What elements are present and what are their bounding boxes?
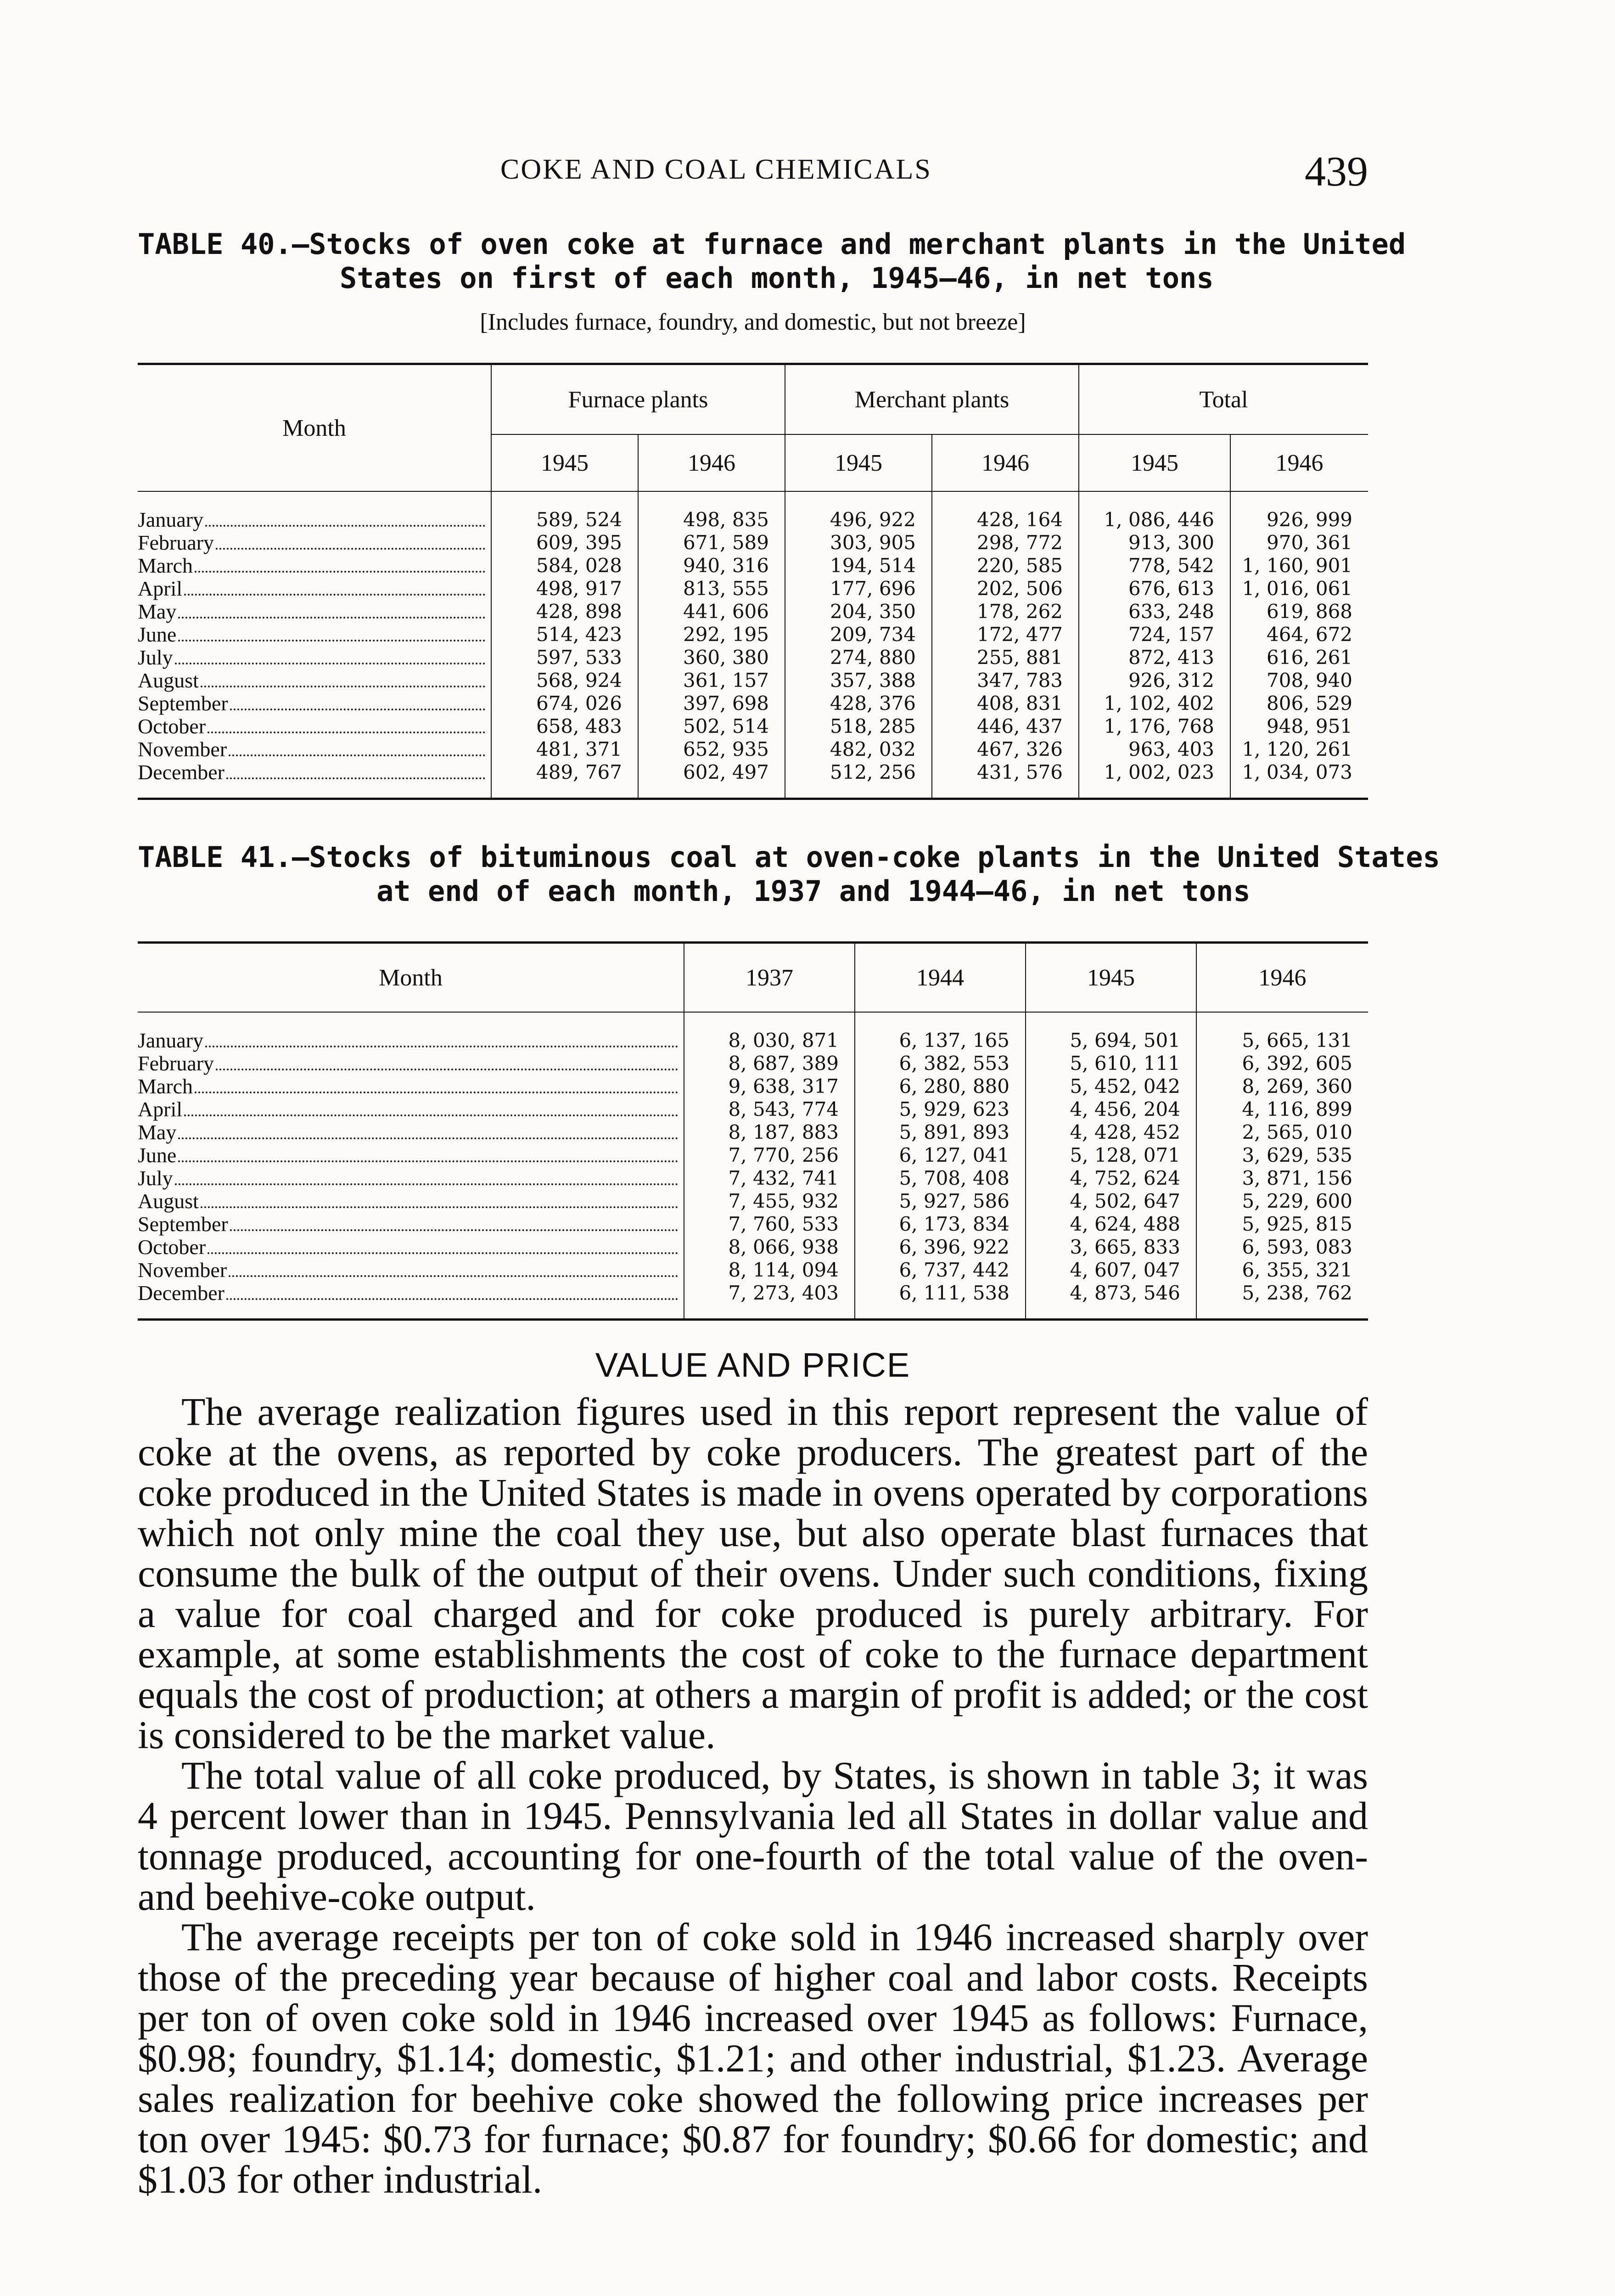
value-cell: 2, 565, 010	[1242, 1121, 1352, 1143]
value-cell: 913, 300	[1079, 531, 1230, 554]
value-cell: 6, 280, 880	[855, 1075, 1026, 1098]
table-row	[138, 646, 1368, 669]
value-cell: 255, 881	[932, 646, 1079, 669]
value-cell: 292, 195	[638, 623, 785, 646]
table40-caption-line1: TABLE 40.—Stocks of oven coke at furnace and merchant plants in the United	[138, 227, 1406, 261]
table-row	[138, 1213, 1368, 1236]
table-row	[138, 1259, 1368, 1282]
page-number: 439	[1305, 148, 1368, 195]
dot-leader	[201, 1206, 678, 1208]
month-label: February	[138, 1052, 214, 1075]
value-cell: 676, 613	[1079, 577, 1230, 600]
value-cell: 8, 543, 774	[684, 1098, 855, 1121]
value-cell: 970, 361	[1267, 531, 1353, 554]
month-cell	[138, 738, 491, 761]
dot-leader	[201, 686, 485, 687]
value-cell: 6, 382, 553	[855, 1052, 1026, 1075]
dot-leader	[178, 617, 485, 619]
dot-leader	[229, 1275, 678, 1277]
value-cell: 347, 783	[932, 669, 1079, 692]
value-cell: 1, 086, 446	[1079, 508, 1230, 531]
value-cell: 502, 514	[638, 715, 785, 738]
value-cell: 872, 413	[1079, 646, 1230, 669]
value-cell: 8, 066, 938	[684, 1236, 855, 1259]
table-row	[138, 623, 1368, 646]
value-cell: 6, 392, 605	[1242, 1052, 1352, 1075]
table40-year-header: 1945	[491, 434, 638, 491]
month-cell	[138, 1190, 684, 1213]
table-row	[138, 577, 1368, 600]
dot-leader	[226, 777, 485, 779]
table40-year-header: 1946	[1230, 434, 1368, 491]
value-cell: 1, 120, 261	[1242, 738, 1353, 760]
dot-leader	[216, 548, 485, 550]
month-label: June	[138, 1143, 177, 1167]
value-cell: 6, 355, 321	[1242, 1259, 1352, 1281]
month-cell	[138, 1098, 684, 1121]
value-cell: 619, 868	[1267, 600, 1353, 623]
value-cell: 3, 629, 535	[1242, 1144, 1352, 1166]
value-cell: 357, 388	[785, 669, 932, 692]
value-cell: 397, 698	[638, 692, 785, 715]
value-cell: 209, 734	[785, 623, 932, 646]
dot-leader	[178, 1137, 678, 1139]
value-cell: 7, 760, 533	[684, 1213, 855, 1236]
value-cell: 948, 951	[1267, 715, 1353, 737]
month-label: October	[138, 715, 206, 738]
month-label: July	[138, 646, 173, 669]
value-cell: 6, 137, 165	[855, 1029, 1026, 1052]
value-cell: 6, 127, 041	[855, 1144, 1026, 1167]
value-cell: 7, 455, 932	[684, 1190, 855, 1213]
month-cell	[138, 531, 491, 554]
value-cell: 7, 273, 403	[684, 1282, 855, 1320]
table-row	[138, 715, 1368, 738]
value-cell: 926, 999	[1267, 508, 1353, 531]
month-cell	[138, 669, 491, 692]
dot-leader	[184, 1114, 678, 1116]
value-cell: 5, 238, 762	[1242, 1282, 1352, 1304]
value-cell: 514, 423	[491, 623, 638, 646]
value-cell: 8, 687, 389	[684, 1052, 855, 1075]
table40-year-header: 1945	[785, 434, 932, 491]
table-row	[138, 1144, 1368, 1167]
month-cell	[138, 1259, 684, 1282]
value-cell: 496, 922	[785, 508, 932, 531]
table-row	[138, 669, 1368, 692]
value-cell: 4, 428, 452	[1026, 1121, 1196, 1144]
value-cell: 5, 452, 042	[1026, 1075, 1196, 1098]
dot-leader	[195, 571, 485, 573]
value-cell: 172, 477	[932, 623, 1079, 646]
value-cell: 568, 924	[491, 669, 638, 692]
table41-year-header: 1945	[1026, 943, 1196, 1013]
value-cell: 303, 905	[785, 531, 932, 554]
dot-leader	[184, 594, 485, 596]
section-heading: VALUE AND PRICE	[595, 1346, 911, 1384]
table-row	[138, 761, 1368, 799]
table-row	[138, 692, 1368, 715]
month-label: February	[138, 531, 214, 554]
value-cell: 1, 016, 061	[1242, 577, 1353, 600]
value-cell: 584, 028	[491, 554, 638, 577]
month-label: May	[138, 1120, 177, 1144]
value-cell: 3, 665, 833	[1026, 1236, 1196, 1259]
table41-year-header: 1937	[684, 943, 855, 1013]
month-label: August	[138, 1189, 199, 1213]
value-cell: 926, 312	[1079, 669, 1230, 692]
value-cell: 806, 529	[1267, 692, 1353, 715]
dot-leader	[229, 754, 485, 756]
value-cell: 3, 871, 156	[1242, 1167, 1352, 1189]
table40-group-merchant: Merchant plants	[785, 364, 1079, 435]
value-cell: 5, 665, 131	[1242, 1029, 1352, 1052]
table41	[138, 941, 1368, 1321]
month-cell	[138, 577, 491, 600]
table-row	[138, 1190, 1368, 1213]
table41-month-header: Month	[138, 943, 684, 1013]
body-paragraph: The average realization figures used in this report represent the value of coke at the ovens, as reported by coke producers. The greatest part of the coke produced in the United States is made in ovens operated by corporations which not only mine the coal they use, but also operate blast furnaces that consume the bulk of the output of their ovens. Under such conditions, fixing a value for coal charged and for coke produced is purely arbitrary. For example, at some establishments the cost of coke to the furnace department equals the cost of production; at others a margin of profit is added; or the cost is considered to be the market value.	[138, 1390, 1368, 1757]
table40	[138, 363, 1368, 800]
value-cell: 7, 432, 741	[684, 1167, 855, 1190]
value-cell: 8, 269, 360	[1242, 1075, 1352, 1097]
value-cell: 220, 585	[932, 554, 1079, 577]
dot-leader	[207, 1252, 678, 1254]
dot-leader	[230, 709, 485, 710]
value-cell: 4, 116, 899	[1242, 1098, 1352, 1120]
table40-year-header: 1945	[1079, 434, 1230, 491]
table40-headnote: [Includes furnace, foundry, and domestic, but not breeze]	[480, 309, 1026, 335]
month-label: April	[138, 1097, 183, 1121]
table-row	[138, 1236, 1368, 1259]
month-cell	[138, 692, 491, 715]
value-cell: 602, 497	[638, 761, 785, 799]
table40-year-header: 1946	[932, 434, 1079, 491]
table40-group-total: Total	[1079, 364, 1368, 435]
table-row	[138, 1052, 1368, 1075]
table40-group-furnace: Furnace plants	[491, 364, 785, 435]
month-cell	[138, 646, 491, 669]
dot-leader	[205, 1046, 678, 1047]
month-cell	[138, 508, 491, 531]
month-label: March	[138, 554, 193, 577]
table-row	[138, 554, 1368, 577]
table-row	[138, 1098, 1368, 1121]
value-cell: 8, 114, 094	[684, 1259, 855, 1282]
table-row	[138, 600, 1368, 623]
month-cell	[138, 1144, 684, 1167]
table-row	[138, 508, 1368, 531]
table40-month-header: Month	[138, 364, 491, 492]
value-cell: 589, 524	[491, 508, 638, 531]
value-cell: 671, 589	[638, 531, 785, 554]
value-cell: 1, 002, 023	[1079, 761, 1230, 799]
value-cell: 431, 576	[932, 761, 1079, 799]
value-cell: 441, 606	[638, 600, 785, 623]
value-cell: 8, 187, 883	[684, 1121, 855, 1144]
value-cell: 498, 917	[491, 577, 638, 600]
table41-caption-line1: TABLE 41.—Stocks of bituminous coal at oven-coke plants in the United States	[138, 840, 1440, 874]
month-label: October	[138, 1235, 206, 1259]
table-row	[138, 531, 1368, 554]
month-label: July	[138, 1166, 173, 1190]
value-cell: 652, 935	[638, 738, 785, 761]
month-label: August	[138, 669, 199, 692]
table-row	[138, 1121, 1368, 1144]
value-cell: 1, 102, 402	[1079, 692, 1230, 715]
value-cell: 4, 502, 647	[1026, 1190, 1196, 1213]
table-row	[138, 1282, 1368, 1320]
value-cell: 6, 396, 922	[855, 1236, 1026, 1259]
table-row	[138, 1167, 1368, 1190]
value-cell: 498, 835	[638, 508, 785, 531]
dot-leader	[207, 732, 485, 733]
value-cell: 5, 929, 623	[855, 1098, 1026, 1121]
month-cell	[138, 554, 491, 577]
value-cell: 1, 034, 073	[1242, 761, 1353, 783]
value-cell: 4, 456, 204	[1026, 1098, 1196, 1121]
value-cell: 274, 880	[785, 646, 932, 669]
value-cell: 194, 514	[785, 554, 932, 577]
month-label: April	[138, 577, 183, 600]
value-cell: 5, 708, 408	[855, 1167, 1026, 1190]
dot-leader	[175, 663, 485, 664]
table-row	[138, 738, 1368, 761]
dot-leader	[226, 1298, 678, 1300]
value-cell: 489, 767	[491, 761, 638, 799]
value-cell: 204, 350	[785, 600, 932, 623]
value-cell: 658, 483	[491, 715, 638, 738]
month-cell	[138, 1029, 684, 1052]
value-cell: 360, 380	[638, 646, 785, 669]
value-cell: 616, 261	[1267, 646, 1353, 669]
month-label: November	[138, 1258, 227, 1282]
month-label: September	[138, 692, 228, 715]
running-header	[138, 147, 1368, 197]
value-cell: 446, 437	[932, 715, 1079, 738]
value-cell: 4, 607, 047	[1026, 1259, 1196, 1282]
value-cell: 428, 898	[491, 600, 638, 623]
month-cell	[138, 600, 491, 623]
value-cell: 6, 173, 834	[855, 1213, 1026, 1236]
value-cell: 202, 506	[932, 577, 1079, 600]
value-cell: 8, 030, 871	[684, 1029, 855, 1052]
value-cell: 6, 737, 442	[855, 1259, 1026, 1282]
table41-year-header: 1946	[1196, 943, 1368, 1013]
table41-caption	[138, 840, 1440, 908]
value-cell: 5, 925, 815	[1242, 1213, 1352, 1235]
value-cell: 512, 256	[785, 761, 932, 799]
value-cell: 5, 694, 501	[1026, 1029, 1196, 1052]
table-row	[138, 1029, 1368, 1052]
value-cell: 1, 160, 901	[1242, 554, 1353, 577]
value-cell: 178, 262	[932, 600, 1079, 623]
body-paragraph: The total value of all coke produced, by States, is shown in table 3; it was 4 percent lower than in 1945. Pennsylvania led all States in dollar value and tonnage produced, accounting for one-fourth of the total value of the oven- and beehive-coke output.	[138, 1753, 1368, 1919]
month-cell	[138, 1075, 684, 1098]
month-label: September	[138, 1212, 228, 1236]
dot-leader	[178, 1160, 678, 1162]
value-cell: 724, 157	[1079, 623, 1230, 646]
month-label: June	[138, 623, 177, 646]
value-cell: 674, 026	[491, 692, 638, 715]
table41-year-header: 1944	[855, 943, 1026, 1013]
value-cell: 940, 316	[638, 554, 785, 577]
month-label: November	[138, 737, 227, 761]
value-cell: 361, 157	[638, 669, 785, 692]
dot-leader	[205, 525, 485, 527]
running-title: COKE AND COAL CHEMICALS	[500, 154, 932, 185]
value-cell: 5, 891, 893	[855, 1121, 1026, 1144]
table40-year-header: 1946	[638, 434, 785, 491]
table41-caption-line2: at end of each month, 1937 and 1944–46, in net tons	[376, 874, 1251, 908]
value-cell: 7, 770, 256	[684, 1144, 855, 1167]
value-cell: 177, 696	[785, 577, 932, 600]
value-cell: 708, 940	[1267, 669, 1353, 692]
body-paragraph: The average receipts per ton of coke sold in 1946 increased sharply over those of the preceding year because of higher coal and labor costs. Receipts per ton of oven coke sold in 1946 increased over 1945 as follows: Furnace, $0.98; foundry, $1.14; domestic, $1.21; and other industrial, $1.23. Average sales realization for beehive coke showed the following price increases per ton over 1945: $0.73 for furnace; $0.87 for foundry; $0.66 for domestic; and $1.03 for other industrial.	[138, 1915, 1368, 2201]
month-cell	[138, 1213, 684, 1236]
month-label: December	[138, 1281, 224, 1305]
table40-caption-line2: States on first of each month, 1945–46, in net tons	[340, 261, 1214, 295]
value-cell: 518, 285	[785, 715, 932, 738]
value-cell: 4, 624, 488	[1026, 1213, 1196, 1236]
table40-caption	[138, 227, 1406, 295]
value-cell: 464, 672	[1267, 623, 1353, 646]
value-cell: 813, 555	[638, 577, 785, 600]
value-cell: 5, 128, 071	[1026, 1144, 1196, 1167]
value-cell: 597, 533	[491, 646, 638, 669]
month-cell	[138, 1167, 684, 1190]
month-cell	[138, 761, 491, 799]
dot-leader	[175, 1183, 678, 1185]
value-cell: 5, 927, 586	[855, 1190, 1026, 1213]
dot-leader	[216, 1069, 678, 1070]
month-label: December	[138, 760, 224, 784]
value-cell: 778, 542	[1079, 554, 1230, 577]
section-body	[138, 1391, 1368, 2200]
value-cell: 633, 248	[1079, 600, 1230, 623]
value-cell: 5, 229, 600	[1242, 1190, 1352, 1212]
value-cell: 963, 403	[1079, 738, 1230, 761]
value-cell: 481, 371	[491, 738, 638, 761]
month-label: March	[138, 1075, 193, 1098]
month-cell	[138, 715, 491, 738]
value-cell: 298, 772	[932, 531, 1079, 554]
value-cell: 467, 326	[932, 738, 1079, 761]
table-row	[138, 1075, 1368, 1098]
value-cell: 5, 610, 111	[1026, 1052, 1196, 1075]
value-cell: 4, 873, 546	[1026, 1282, 1196, 1320]
value-cell: 408, 831	[932, 692, 1079, 715]
dot-leader	[178, 640, 485, 642]
month-cell	[138, 1282, 684, 1320]
month-cell	[138, 1236, 684, 1259]
value-cell: 6, 111, 538	[855, 1282, 1026, 1320]
value-cell: 1, 176, 768	[1079, 715, 1230, 738]
month-cell	[138, 1121, 684, 1144]
dot-leader	[230, 1229, 678, 1231]
month-label: May	[138, 600, 177, 623]
month-label: January	[138, 508, 204, 531]
value-cell: 6, 593, 083	[1242, 1236, 1352, 1258]
value-cell: 428, 164	[932, 508, 1079, 531]
month-cell	[138, 1052, 684, 1075]
dot-leader	[195, 1092, 678, 1093]
value-cell: 482, 032	[785, 738, 932, 761]
value-cell: 428, 376	[785, 692, 932, 715]
month-label: January	[138, 1029, 204, 1052]
value-cell: 9, 638, 317	[684, 1075, 855, 1098]
month-cell	[138, 623, 491, 646]
value-cell: 4, 752, 624	[1026, 1167, 1196, 1190]
value-cell: 609, 395	[491, 531, 638, 554]
